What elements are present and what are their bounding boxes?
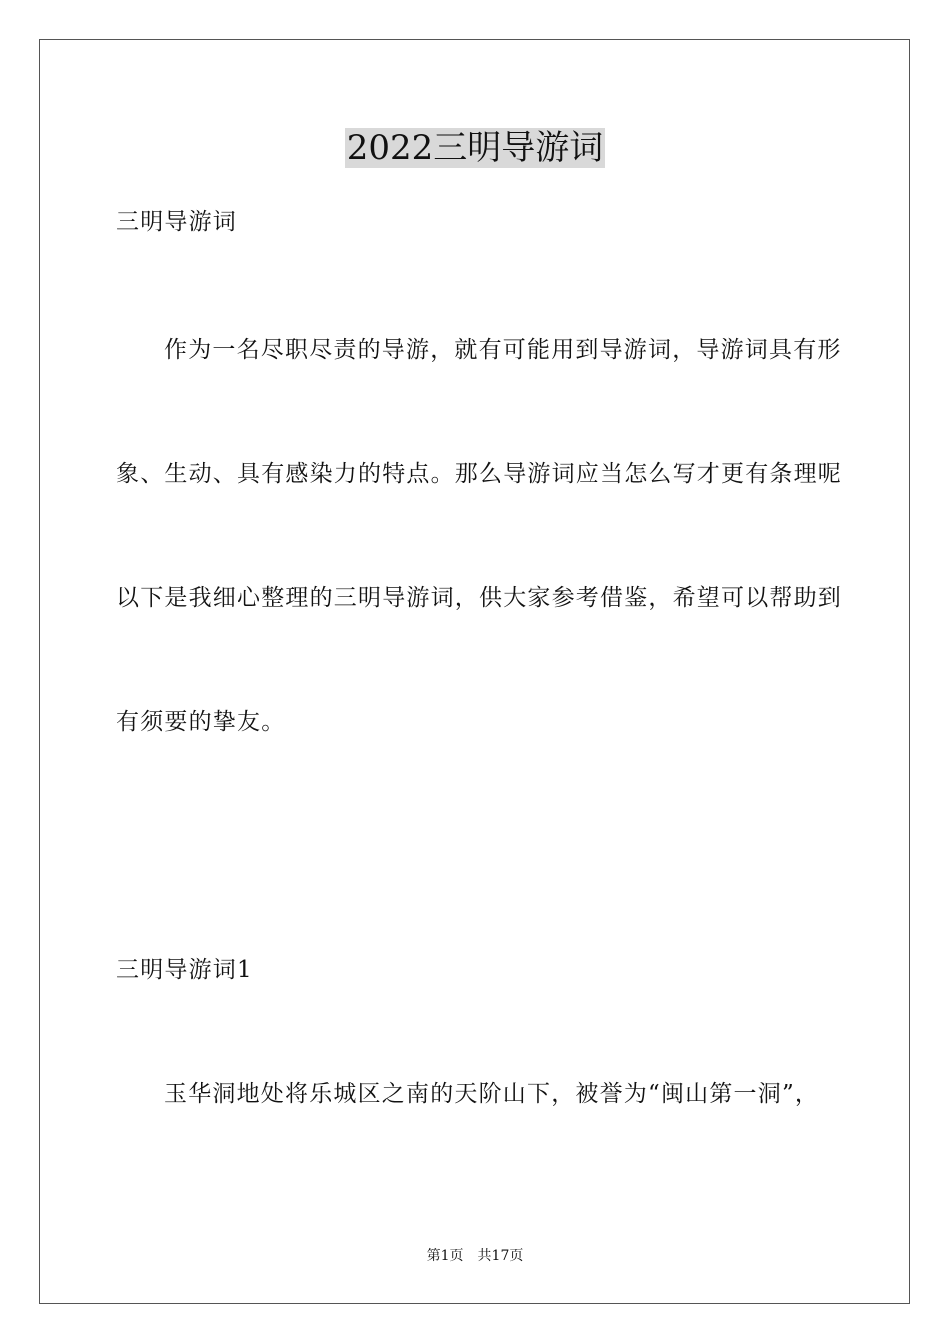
paragraph-line: 象、生动、具有感染力的特点。那么导游词应当怎么写才更有条理呢 (116, 461, 842, 487)
paragraph-line: 作为一名尽职尽责的导游，就有可能用到导游词，导游词具有形 (164, 337, 842, 363)
sub-heading: 三明导游词1 (116, 957, 253, 983)
paragraph-line: 有须要的挚友。 (116, 709, 286, 735)
document-title (0, 124, 950, 172)
paragraph-line: 玉华洞地处将乐城区之南的天阶山下，被誉为“闽山第一洞”， (164, 1081, 820, 1107)
paragraph-line: 以下是我细心整理的三明导游词，供大家参考借鉴，希望可以帮助到 (116, 585, 842, 611)
page-footer: 第1页 共17页 (426, 1248, 524, 1264)
section-heading: 三明导游词 (116, 209, 237, 235)
document-title-text: 2022三明导游词 (346, 128, 604, 168)
